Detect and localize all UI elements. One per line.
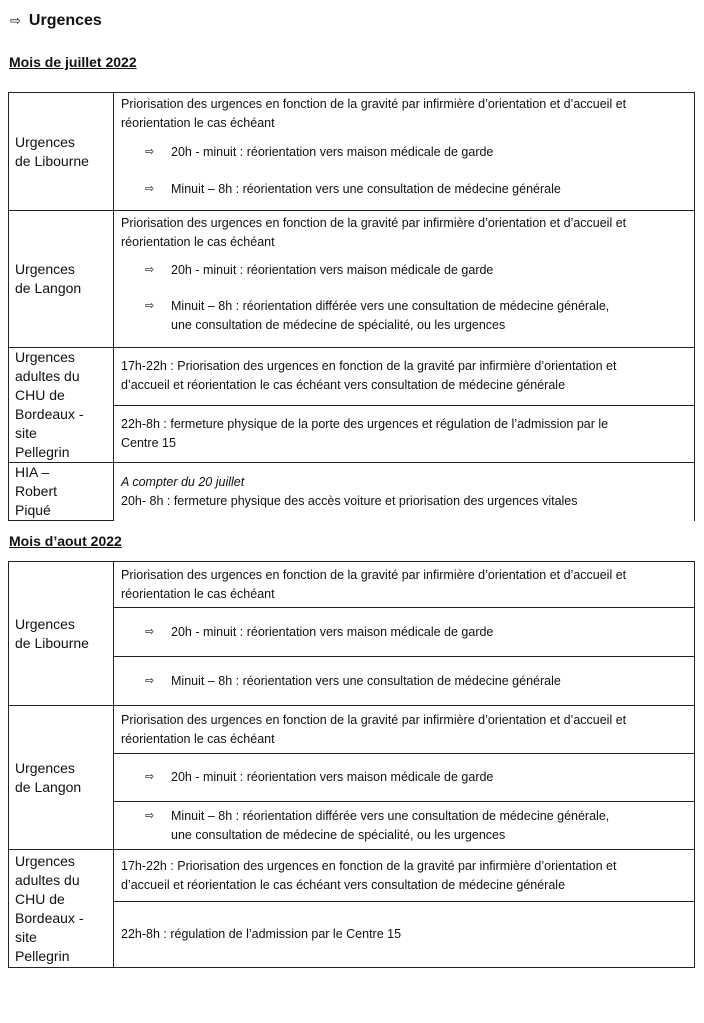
site-name: Urgences de Langon <box>9 706 114 850</box>
month-title-july: Mois de juillet 2022 <box>9 54 137 70</box>
content-cell: ⇨ 20h - minuit : réorientation vers maison médicale de garde <box>114 256 695 286</box>
july-table <box>8 92 695 521</box>
arrow-right-icon: ⇨ <box>145 625 155 638</box>
august-table <box>8 561 695 968</box>
arrow-right-icon: ⇨ <box>145 809 155 822</box>
arrow-right-icon: ⇨ <box>145 182 155 195</box>
content-cell: ⇨ 20h - minuit : réorientation vers maison médicale de garde <box>114 754 695 802</box>
site-name: Urgences de Langon <box>9 211 114 348</box>
content-cell: ⇨ Minuit – 8h : réorientation différée vers une consultation de médecine générale, une consultation de médecine de spécialité, ou les urgences <box>114 802 695 850</box>
content-cell: ⇨ Minuit – 8h : réorientation vers une consultation de médecine générale <box>114 657 695 706</box>
arrow-right-icon: ⇨ <box>145 674 155 687</box>
content-cell: ⇨ 20h - minuit : réorientation vers maison médicale de garde <box>114 608 695 657</box>
content-cell: 17h-22h : Priorisation des urgences en fonction de la gravité par infirmière d’orientation et d’accueil et réorientation le cas échéant vers consultation de médecine générale <box>114 348 695 406</box>
content-cell: 22h-8h : fermeture physique de la porte des urgences et régulation de l’admission par le Centre 15 <box>114 405 695 463</box>
content-cell: Priorisation des urgences en fonction de la gravité par infirmière d’orientation et d’accueil et réorientation le cas échéant <box>114 211 695 256</box>
section-heading <box>10 12 102 30</box>
site-name: Urgences de Libourne <box>9 93 114 211</box>
content-cell: Priorisation des urgences en fonction de la gravité par infirmière d’orientation et d’accueil et réorientation le cas échéant <box>114 562 695 608</box>
content-cell: ⇨ Minuit – 8h : réorientation vers une consultation de médecine générale <box>114 169 695 211</box>
content-cell: ⇨ Minuit – 8h : réorientation différée vers une consultation de médecine générale, une consultation de médecine de spécialité, ou les urgences <box>114 286 695 348</box>
site-name: Urgences adultes du CHU de Bordeaux - site Pellegrin <box>9 850 114 968</box>
content-cell: A compter du 20 juillet 20h- 8h : fermeture physique des accès voiture et priorisation des urgences vitales <box>114 463 695 521</box>
arrow-right-icon: ⇨ <box>145 300 155 313</box>
content-cell: 17h-22h : Priorisation des urgences en fonction de la gravité par infirmière d’orientation et d’accueil et réorientation le cas échéant vers consultation de médecine générale <box>114 850 695 902</box>
content-cell: ⇨ 20h - minuit : réorientation vers maison médicale de garde <box>114 136 695 169</box>
content-cell: Priorisation des urgences en fonction de la gravité par infirmière d’orientation et d’accueil et réorientation le cas échéant <box>114 706 695 754</box>
arrow-right-icon: ⇨ <box>145 771 155 783</box>
site-name: Urgences adultes du CHU de Bordeaux - site Pellegrin <box>9 348 114 463</box>
site-name: HIA – Robert Piqué <box>9 463 114 521</box>
arrow-right-icon: ⇨ <box>145 145 155 158</box>
content-cell: 22h-8h : régulation de l’admission par le Centre 15 <box>114 902 695 968</box>
site-name: Urgences de Libourne <box>9 562 114 706</box>
section-title: Urgences <box>28 12 102 29</box>
arrow-right-icon: ⇨ <box>145 264 155 276</box>
arrow-right-icon: ⇨ <box>10 13 21 28</box>
month-title-august: Mois d’aout 2022 <box>9 533 122 549</box>
content-cell: Priorisation des urgences en fonction de la gravité par infirmière d’orientation et d’accueil et réorientation le cas échéant <box>114 93 695 136</box>
